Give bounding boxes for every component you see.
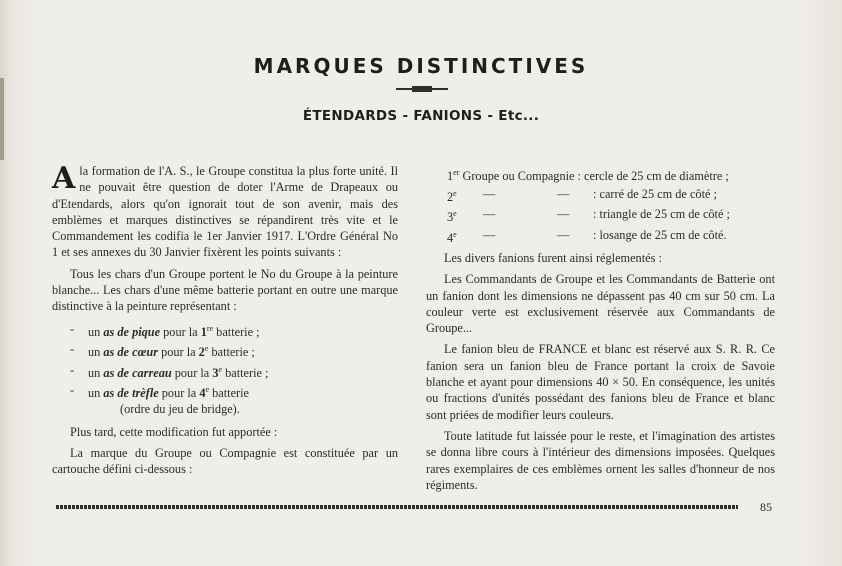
card-suit-name: as de cœur [103,345,159,360]
row-ordinal: 4 [447,230,454,245]
row-ordinal-suffix: e [453,188,457,198]
list-item [52,339,398,360]
page-title: MARQUES DISTINCTIVES [253,54,589,78]
row-shape: : triangle de 25 cm de côté ; [593,207,730,221]
intro-text: la formation de l'A. S., le Groupe constitua la plus forte unité. Il ne pouvait être question de doter l'Arme de Drapeaux ou d'Etendards, alors qu'on ignorait tout de son avenir, mais des emblèmes et marques distinctives se répandirent très vite et le Commandement les codifia le 1er Janvier 1917. L'Ordre Général No 1 et ses annexes du 30 Janvier fixèrent les points suivants : [52,164,398,260]
card-suit-name: as de carreau [103,365,172,380]
row-ordinal-suffix: er [453,168,460,177]
battery-marks-list [52,319,398,419]
battery-number: 2 [198,345,205,360]
title-ornament [396,86,448,92]
row-ordinal-suffix: e [453,229,457,239]
ordinal-suffix: re [206,323,214,333]
list-dash: - [70,383,75,398]
list-note: (ordre du jeu de bridge). [120,401,240,416]
list-mid: pour la [160,324,201,339]
page-subtitle: ÉTENDARDS - FANIONS - Etc... [302,108,540,124]
list-suffix: batterie ; [222,365,269,380]
list-dash: - [70,342,75,357]
row-dash: — [483,207,496,221]
row-shape: : losange de 25 cm de côté. [593,227,727,242]
modification-paragraph: Plus tard, cette modification fut apportée : [70,424,278,439]
row-dash: — [557,186,570,201]
list-mid: pour la [158,345,199,360]
battery-number: 3 [212,365,219,380]
card-suit-name: as de pique [103,324,161,339]
table-row [426,204,775,225]
row-ordinal: 2 [447,189,454,204]
row-ordinal: 1 [447,169,454,183]
list-prefix: un [88,345,104,360]
list-item [52,380,398,401]
list-mid: pour la [158,386,200,401]
battery-number: 1 [200,324,207,339]
ordinal-suffix: e [204,344,209,354]
list-dash: - [70,321,75,336]
footer-dotted-rule [56,505,738,509]
list-suffix: batterie [209,386,250,401]
card-suit-name: as de trèfle [103,386,159,401]
table-row [426,184,775,205]
row-shape: : carré de 25 cm de côté ; [593,186,717,201]
fanion-france-paragraph: Le fanion bleu de FRANCE et blanc est réservé aux S. R. R. Ce fanion sera un fanion bleu de France portant la croix de Savoie blanche et ayant pour dimensions 40 × 50. En conséquence, les unités ou fractions d'unités possédant des fanions bleu de France et blanc sont priées de modifier leurs couleurs. [426,342,775,422]
table-row [426,225,775,246]
list-suffix: batterie ; [208,345,255,360]
list-prefix: un [88,324,104,339]
list-dash: - [70,362,75,377]
list-item [52,319,398,340]
commandants-paragraph: Les Commandants de Groupe et les Commandants de Batterie ont un fanion dont les dimensions ne dépassent pas 40 cm sur 50 cm. La couleur verte est exclusivement réservée aux Commandants de Groupe... [426,272,775,336]
list-prefix: un [88,386,104,401]
right-column [426,163,775,493]
row-ordinal-suffix: e [453,209,457,218]
ordinal-suffix: e [205,385,210,395]
chars-paragraph: Tous les chars d'un Groupe portent le No du Groupe à la peinture blanche... Les chars d'une même batterie portant en outre une marque distinctive à la peinture représentant : [52,266,398,314]
battery-number: 4 [199,386,206,401]
intro-paragraph [52,163,398,261]
row-ordinal: 3 [447,210,454,224]
group-shapes-table [426,163,775,245]
list-item [52,360,398,381]
row-dash: — [557,207,570,221]
left-column [52,163,398,478]
row-dash: — [557,227,570,242]
row-ordinal-cell [447,225,457,249]
latitude-paragraph: Toute latitude fut laissée pour le reste, et l'imagination des artistes se donna libre cours à l'intérieur des dimensions imposées. Quelques rares exemplaires de ces emblèmes ornent les salles d'honneur de nos régiments. [426,428,775,492]
page-number: 85 [760,500,772,514]
row-label: Groupe ou Compagnie : [459,169,581,183]
list-mid: pour la [171,365,213,380]
row-dash: — [483,227,496,242]
ordinal-suffix: e [218,364,223,374]
list-prefix: un [88,365,104,380]
row-dash: — [483,186,496,201]
table-row [426,163,775,184]
fanions-intro-paragraph: Les divers fanions furent ainsi réglementés : [444,251,662,265]
list-suffix: batterie ; [213,324,260,339]
cartouche-paragraph: La marque du Groupe ou Compagnie est constituée par un cartouche défini ci-dessous : [52,445,398,477]
row-shape: cercle de 25 cm de diamètre ; [584,169,729,183]
drop-cap: A [52,161,76,196]
